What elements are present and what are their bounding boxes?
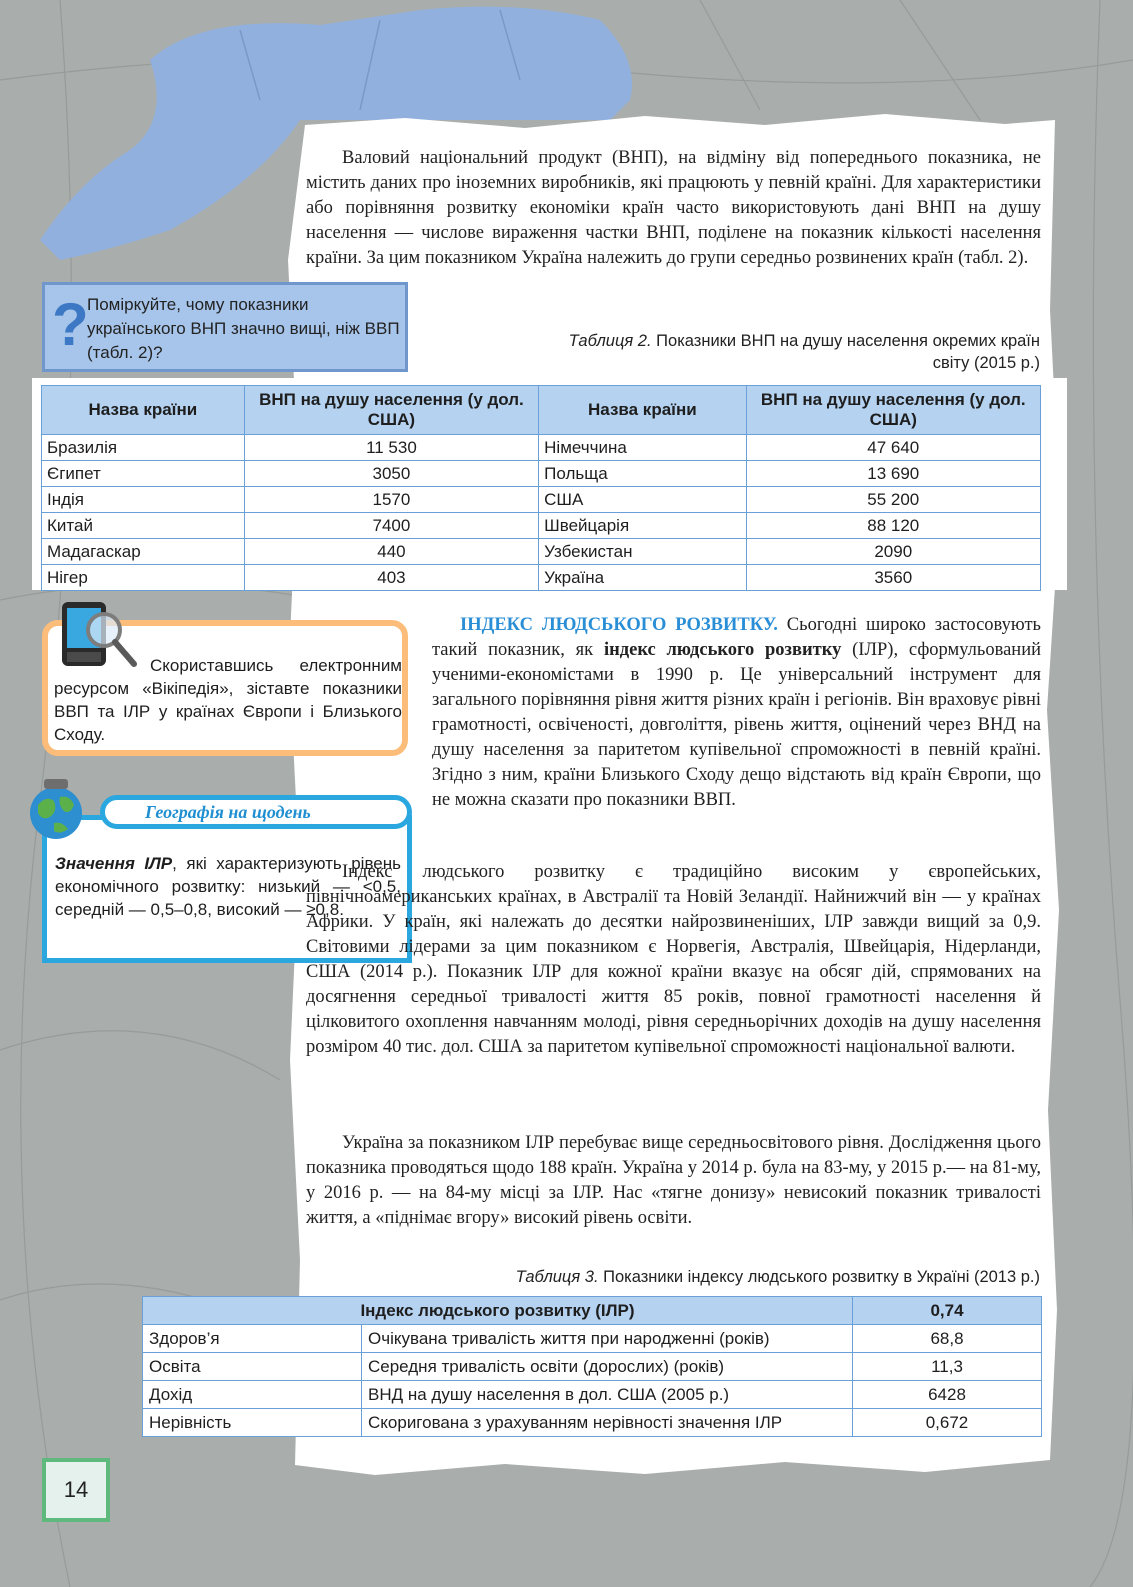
hdi-text: (ІЛР), сформульований ученими-економістами в 1990 р. Це універсальний інструмент для загального порівняння рівня життя різних країн і регіонів. Він враховує рівні грамотності, освіченості, довголіття, рівень життя, оцінений через ВНД на душу населення за паритетом купівельної спроможності в певній країні. Згідно з ним, країни Близького Сходу дещо відстають від країн Європи, що не можна сказати про показники ВВП. [432, 640, 1041, 810]
online-resource-box [42, 620, 408, 756]
cell: 47 640 [746, 435, 1040, 461]
table-row [42, 487, 1041, 513]
hdi-heading: ІНДЕКС ЛЮДСЬКОГО РОЗВИТКУ. [460, 615, 778, 635]
table-row [42, 565, 1041, 591]
geo-box-title: Географія на щодень [100, 795, 412, 829]
cell: 440 [244, 539, 538, 565]
cell: 11 530 [244, 435, 538, 461]
table-hdi [142, 1296, 1042, 1437]
cell: Нігер [42, 565, 245, 591]
cell: Китай [42, 513, 245, 539]
col-header: Назва країни [42, 386, 245, 435]
cell: 1570 [244, 487, 538, 513]
globe-icon [24, 777, 88, 841]
cell: 6428 [853, 1381, 1042, 1409]
cell: Україна [539, 565, 746, 591]
col-header: Назва країни [539, 386, 746, 435]
cell: Освіта [143, 1353, 362, 1381]
table-row [143, 1381, 1042, 1409]
cell: 13 690 [746, 461, 1040, 487]
table-row [143, 1325, 1042, 1353]
hdi-p3-text: Україна за показником ІЛР перебуває вище середньосвітового рівня. Дослідження цього показника проводяться щодо 188 країн. Україна у 2014 р. була на 83-му, у 2015 р.— на 81-му, у 2016 р. — на 84-му місці за ІЛР. Нас «тягне донизу» невисокий показник тривалості життя, а «піднімає вгору» високий рівень освіти. [306, 1133, 1041, 1228]
table3-caption-prefix: Таблиця 3. [515, 1268, 599, 1286]
cell: Очікувана тривалість життя при народженні (років) [362, 1325, 853, 1353]
col-header: ВНП на душу населення (у дол. США) [244, 386, 538, 435]
table3-caption-text: Показники індексу людського розвитку в Україні (2013 р.) [603, 1268, 1040, 1286]
cell: ВНД на душу населення в дол. США (2005 р.) [362, 1381, 853, 1409]
cell: 2090 [746, 539, 1040, 565]
cell: 68,8 [853, 1325, 1042, 1353]
online-resource-text: Скориставшись електронним ресурсом «Вікіпедія», зіставте показники ВВП та ІЛР у країнах Європи і Близького Сходу. [54, 656, 402, 744]
table2-caption [560, 330, 1040, 374]
question-icon: ? [52, 291, 89, 358]
hdi-paragraph-3 [306, 1131, 1041, 1231]
intro-paragraph [306, 146, 1041, 271]
table-row [42, 461, 1041, 487]
table-gnp [41, 385, 1041, 591]
table-row [143, 1353, 1042, 1381]
cell: Дохід [143, 1381, 362, 1409]
cell: Індія [42, 487, 245, 513]
hdi-text: Сьогодні широко застосовують такий показник, як [432, 615, 1041, 660]
cell: 88 120 [746, 513, 1040, 539]
question-box [42, 282, 408, 372]
cell: 3560 [746, 565, 1040, 591]
cell: Німеччина [539, 435, 746, 461]
hdi-header-label: Індекс людського розвитку (ІЛР) [143, 1297, 853, 1325]
table2-caption-text: Показники ВНП на душу населення окремих країн світу (2015 р.) [656, 332, 1040, 372]
cell: 55 200 [746, 487, 1040, 513]
table2-caption-prefix: Таблиця 2. [568, 332, 652, 350]
cell: Здоров’я [143, 1325, 362, 1353]
hdi-header-value: 0,74 [853, 1297, 1042, 1325]
cell: Середня тривалість освіти (дорослих) (років) [362, 1353, 853, 1381]
cell: Узбекистан [539, 539, 746, 565]
table-row [42, 513, 1041, 539]
hdi-term: індекс людського розвитку [603, 640, 842, 660]
table3-caption [380, 1266, 1040, 1288]
cell: США [539, 487, 746, 513]
cell: 0,672 [853, 1409, 1042, 1437]
hdi-paragraph-1 [432, 613, 1041, 813]
geo-term: Значення ІЛР [55, 854, 173, 873]
cell: 3050 [244, 461, 538, 487]
table-row [42, 435, 1041, 461]
table-row [42, 539, 1041, 565]
cell: 11,3 [853, 1353, 1042, 1381]
cell: 403 [244, 565, 538, 591]
intro-text: Валовий національний продукт (ВНП), на відміну від попереднього показника, не містить даних про іноземних виробників, які працюють у певній країні. Для характеристики або порівняння розвитку економіки країн часто використовують дані ВНП на душу населення — числове вираження частки ВНП, поділене на показник кількості населення країни. За цим показником Україна належить до групи середньо розвинених країн (табл. 2). [306, 148, 1041, 268]
hdi-p2-text: Індекс людського розвитку є традиційно високим у європейських, північноамериканських країнах, в Австралії та Новій Зеландії. Найнижчий він — у країнах Африки. У країн, які належать до десятки найрозвиненіших, ІЛР завжди вищий за 0,9. Світовими лідерами за цим показником є Норвегія, Австралія, Швейцарія, Нідерланди, США (2014 р.). Показник ІЛР для кожної країни вказує на обсяг дій, спрямованих на досягнення середньої тривалості життя 85 років, повної грамотності населення й цілковитого охоплення навчанням молоді, рівня середньорічних доходів на душу населення розміром 40 тис. дол. США за паритетом купівельної спроможності національної валюти. [306, 862, 1041, 1057]
cell: Єгипет [42, 461, 245, 487]
page-number: 14 [42, 1458, 110, 1522]
cell: Нерівність [143, 1409, 362, 1437]
cell: Бразилія [42, 435, 245, 461]
cell: Польща [539, 461, 746, 487]
hdi-paragraph-2 [306, 860, 1041, 1060]
table-row [143, 1409, 1042, 1437]
cell: Мадагаскар [42, 539, 245, 565]
cell: Скоригована з урахуванням нерівності значення ІЛР [362, 1409, 853, 1437]
geo-definition: , які характеризують рівень економічного розвитку: низький — <0,5, середній — 0,5–0,8, високий — ≥0,8. [55, 854, 401, 919]
cell: Швейцарія [539, 513, 746, 539]
col-header: ВНП на душу населення (у дол. США) [746, 386, 1040, 435]
cell: 7400 [244, 513, 538, 539]
question-text: Поміркуйте, чому показники українського ВНП значно вищі, ніж ВВП (табл. 2)? [87, 295, 400, 362]
